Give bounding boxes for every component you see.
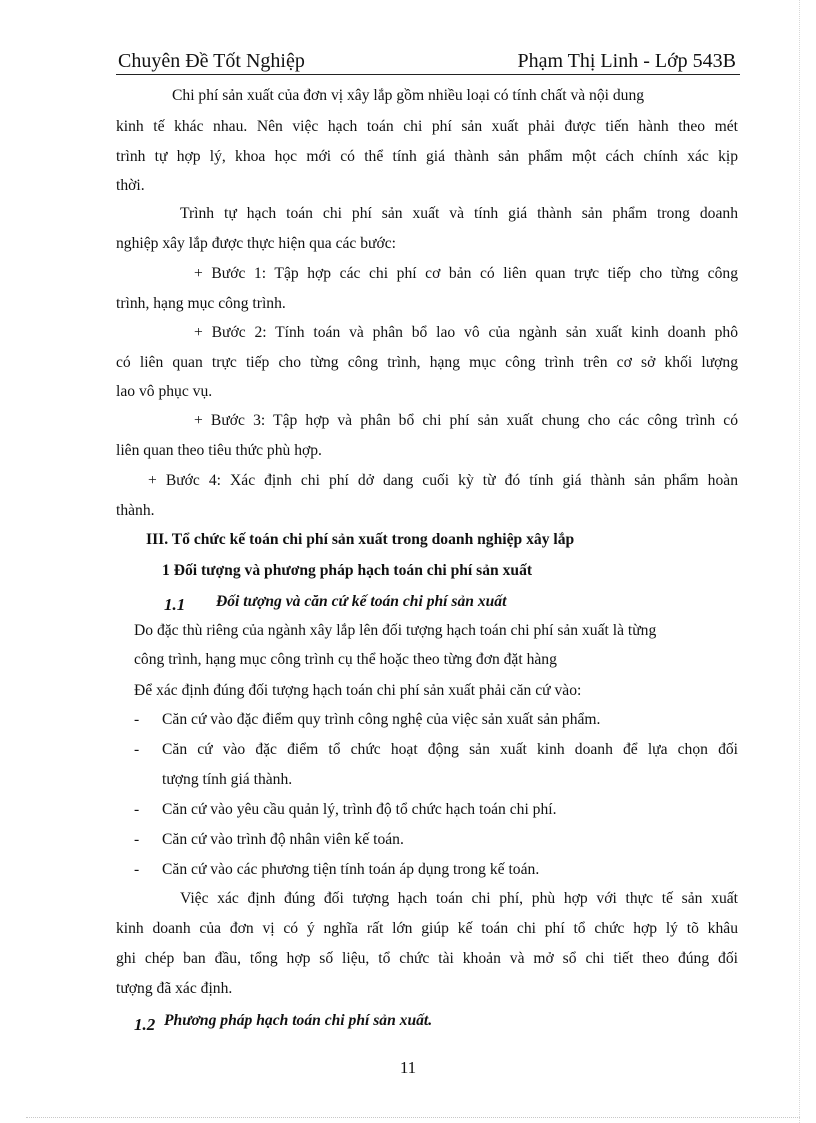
heading-number-1-1: 1.1 xyxy=(164,595,186,614)
list-item: Căn cứ vào các phương tiện tính toán áp dụng trong kế toán. xyxy=(162,861,540,878)
header-title: Chuyên Đề Tốt Nghiệp xyxy=(118,50,305,72)
bullet-dash: - xyxy=(134,861,140,878)
text-line: tượng đã xác định. xyxy=(116,980,233,997)
section-heading-3: III. Tổ chức kế toán chi phí sản xuất trong doanh nghiệp xây lắp xyxy=(146,531,575,548)
text-line: Để xác định đúng đối tượng hạch toán chi phí sản xuất phải căn cứ vào: xyxy=(134,682,582,699)
list-item: Căn cứ vào đặc điểm tổ chức hoạt động sản xuất kinh doanh để lựa chọn đối xyxy=(162,741,738,758)
bullet-dash: - xyxy=(134,741,140,758)
text-line: Việc xác định đúng đối tượng hạch toán chi phí, phù hợp với thực tế sản xuất xyxy=(180,890,738,907)
page-border-right xyxy=(799,0,800,1123)
page-header xyxy=(116,48,740,75)
page-border-bottom xyxy=(26,1117,800,1118)
step-line: trình, hạng mục công trình. xyxy=(116,295,286,312)
step-line: liên quan theo tiêu thức phù hợp. xyxy=(116,442,322,459)
bullet-dash: - xyxy=(134,801,140,818)
step-line: + Bước 1: Tập hợp các chi phí cơ bản có liên quan trực tiếp cho từng công xyxy=(194,265,738,282)
text-line: Trình tự hạch toán chi phí sản xuất và tính giá thành sản phẩm trong doanh xyxy=(180,205,738,222)
text-line: công trình, hạng mục công trình cụ thể hoặc theo từng đơn đặt hàng xyxy=(134,651,557,668)
page-number: 11 xyxy=(399,1058,417,1077)
text-line: nghiệp xây lắp được thực hiện qua các bước: xyxy=(116,235,396,252)
subheading-1-2: Phương pháp hạch toán chi phí sản xuất. xyxy=(164,1012,433,1029)
header-author: Phạm Thị Linh - Lớp 543B xyxy=(517,50,736,72)
list-item: Căn cứ vào yêu cầu quản lý, trình độ tổ chức hạch toán chi phí. xyxy=(162,801,557,818)
step-line: lao vô phục vụ. xyxy=(116,383,213,400)
list-item: Căn cứ vào trình độ nhân viên kế toán. xyxy=(162,831,404,848)
text-line: Do đặc thù riêng của ngành xây lắp lên đối tượng hạch toán chi phí sản xuất là từng xyxy=(134,622,657,639)
step-line: + Bước 2: Tính toán và phân bổ lao vô của ngành sản xuất kinh doanh phô xyxy=(194,324,738,341)
text-line: Chi phí sản xuất của đơn vị xây lắp gồm nhiều loại có tính chất và nội dung xyxy=(172,87,645,104)
text-line: thời. xyxy=(116,177,145,194)
list-item: tượng tính giá thành. xyxy=(162,771,293,788)
step-line: thành. xyxy=(116,502,155,519)
text-line: trình tự hợp lý, khoa học mới có thể tính giá thành sản phẩm một cách chính xác kịp xyxy=(116,148,738,165)
subheading-1-1: Đối tượng và căn cứ kế toán chi phí sản xuất xyxy=(216,593,507,610)
bullet-dash: - xyxy=(134,831,140,848)
heading-number-1-2: 1.2 xyxy=(134,1015,156,1034)
list-item: Căn cứ vào đặc điểm quy trình công nghệ của việc sản xuất sản phẩm. xyxy=(162,711,601,728)
section-heading-1: 1 Đối tượng và phương pháp hạch toán chi phí sản xuất xyxy=(162,562,533,579)
step-line: + Bước 3: Tập hợp và phân bổ chi phí sản xuất chung cho các công trình có xyxy=(194,412,738,429)
text-line: ghi chép ban đầu, tổng hợp số liệu, tổ chức tài khoản và mở sổ chi tiết theo đúng đối xyxy=(116,950,738,967)
text-line: kinh doanh của đơn vị có ý nghĩa rất lớn giúp kế toán chi phí tổ chức hợp lý tõ khâu xyxy=(116,920,738,937)
step-line: có liên quan trực tiếp cho từng công trình, hạng mục công trình trên cơ sở khối lượng xyxy=(116,354,738,371)
step-line: + Bước 4: Xác định chi phí dở dang cuối kỳ từ đó tính giá thành sản phẩm hoàn xyxy=(148,472,738,489)
bullet-dash: - xyxy=(134,711,140,728)
text-line: kinh tế khác nhau. Nên việc hạch toán chi phí sản xuất phải được tiến hành theo mét xyxy=(116,118,738,135)
